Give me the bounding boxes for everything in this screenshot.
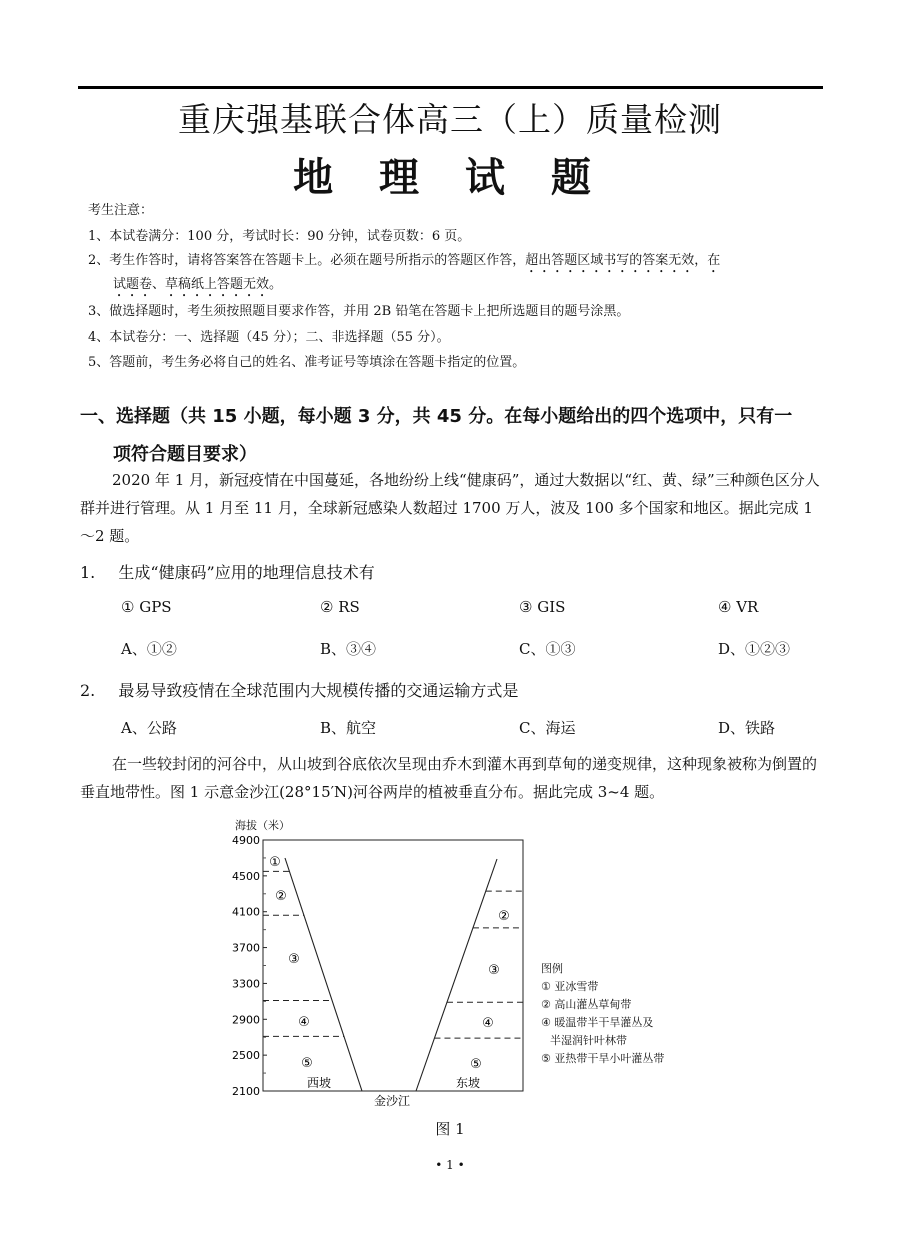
q1-item-2: ② RS [320,598,360,616]
passage-1: 2020 年 1 月，新冠疫情在中国蔓延，各地纷纷上线“健康码”，通过大数据以“红、黄、绿”三种颜色区分人群并进行管理。从 1 月至 11 月，全球新冠感染人数超过 1700 万人，波及 100 多个国家和地区。据此完成 1～2 题。 [80,471,820,545]
q1-choice-b: B、③④ [320,640,377,658]
q1-choice-d: D、①②③ [718,640,791,658]
west-slope-label: 西坡 [306,1076,332,1090]
west-zone-3: ③ [288,952,300,967]
q2-choice-c: C、海运 [519,719,576,737]
notice-item-3: 3、做选择题时，考生须按照题目要求作答，并用 2B 铅笔在答题卡上把所选题目的题号涂黑。 [88,304,630,319]
plot-frame [263,840,523,1091]
header-rule [78,86,823,89]
notice-item-4: 4、本试卷分：一、选择题（45 分）；二、非选择题（55 分）。 [88,330,450,345]
east-zone-3: ③ [488,963,500,978]
legend-item-5: ⑤ 亚热带干旱小叶灌丛带 [541,1052,665,1065]
notice-item-5: 5、答题前，考生务必将自己的姓名、准考证号等填涂在答题卡指定的位置。 [88,355,526,370]
notice-heading: 考生注意： [88,203,154,218]
east-zone-5: ⑤ [470,1057,482,1072]
passage-2: 在一些较封闭的河谷中，从山坡到谷底依次呈现由乔木到灌木再到草甸的递变规律，这种现象被称为倒置的垂直地带性。图 1 示意金沙江(28°15′N)河谷两岸的植被垂直分布。据此完成 3~4 题。 [80,755,818,801]
figure-1 [225,815,535,1115]
legend-title: 图例 [541,962,563,975]
notice-item-2: 2、考生作答时，请将答案答在答题卡上。必须在题号所指示的答题区作答，超出答题区域书写的答案无效，在 [88,253,721,268]
y-tick-label: 4100 [232,905,260,919]
west-slope-line [285,858,362,1091]
y-tick-label: 3700 [232,941,260,955]
east-zone-2: ② [498,909,510,924]
west-zone-1: ① [269,855,281,870]
river-label: 金沙江 [373,1094,411,1108]
east-slope-label: 东坡 [455,1076,481,1090]
west-zone-4: ④ [298,1015,310,1030]
section-heading: 一、选择题（共 15 小题，每小题 3 分，共 45 分。在每小题给出的四个选项中，只有一 [80,406,793,427]
q2-choice-a: A、公路 [121,719,177,737]
q1-item-1: ① GPS [121,598,172,616]
q1-choice-c: C、①③ [519,640,576,658]
y-tick-label: 4500 [232,869,260,883]
q2-choice-d: D、铁路 [718,719,776,737]
figure-legend [541,960,664,1068]
q1-item-4: ④ VR [718,598,759,616]
y-tick-label: 2900 [232,1013,260,1027]
y-axis-label: 海拔（米） [235,819,290,832]
exam-title: 重庆强基联合体高三（上）质量检测 [178,100,722,139]
west-zone-5: ⑤ [301,1056,313,1071]
section-heading-cont: 项符合题目要求） [113,444,257,465]
subject-title: 地 理 试 题 [293,155,607,201]
q1-choice-a: A、①② [121,640,177,658]
west-zone-2: ② [275,889,287,904]
question-2: 2. 最易导致疫情在全球范围内大规模传播的交通运输方式是 [80,681,519,700]
y-tick-label: 3300 [232,977,260,991]
notice-item-1: 1、本试卷满分：100 分，考试时长：90 分钟，试卷页数：6 页。 [88,229,471,244]
q2-choice-b: B、航空 [320,719,377,737]
legend-item-4: ④ 暖温带半干旱灌丛及 [541,1016,654,1029]
y-tick-label: 2500 [232,1049,260,1063]
y-tick-label: 4900 [232,834,260,847]
east-zone-4: ④ [482,1016,494,1031]
legend-item-4-cont: 半湿润针叶林带 [550,1034,627,1047]
page-number: • 1 • [435,1158,465,1172]
y-tick-label: 2100 [232,1085,260,1098]
question-1: 1. 生成“健康码”应用的地理信息技术有 [80,563,375,582]
figure-caption: 图 1 [435,1120,465,1138]
legend-item-2: ② 高山灌丛草甸带 [541,998,632,1011]
q1-item-3: ③ GIS [519,598,566,616]
east-slope-line [416,859,497,1091]
notice-item-2-cont: 试题卷、草稿纸上答题无效。 [113,277,283,292]
legend-item-1: ① 亚冰雪带 [541,980,599,993]
